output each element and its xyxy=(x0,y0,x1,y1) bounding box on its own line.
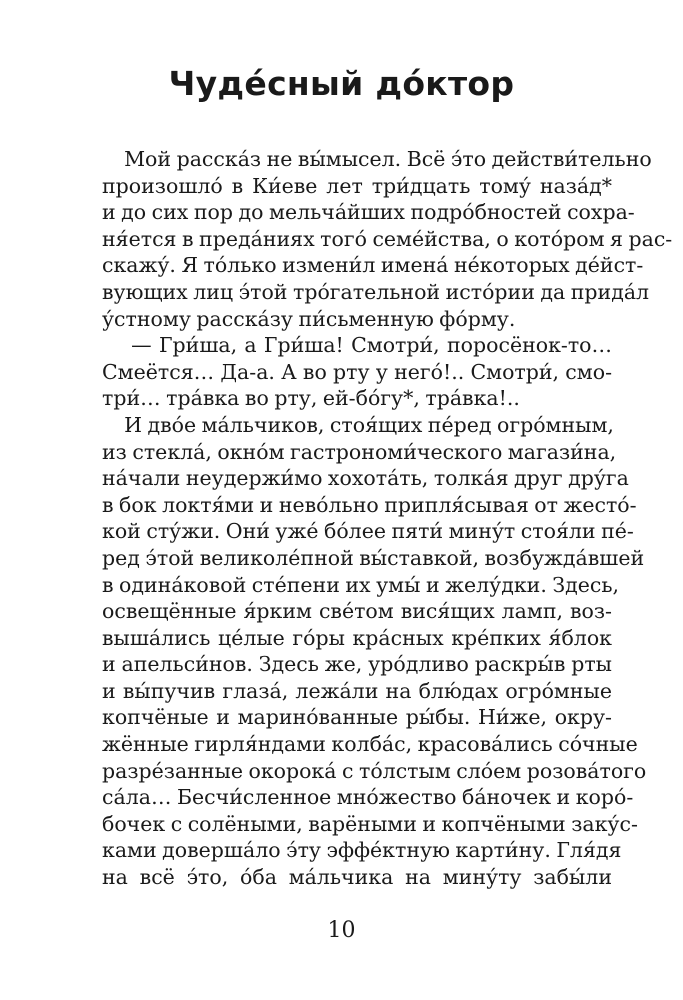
text-line: разре́занные окорока́ с то́лстым сло́ем розова́того xyxy=(102,758,647,783)
text-line: в бок локтя́ми и нево́льно припля́сывая от жесто́- xyxy=(102,492,637,517)
text-line: выша́лись це́лые го́ры кра́сных кре́пких я́блок xyxy=(102,625,612,650)
text-line: И дво́е ма́льчиков, стоя́щих пе́ред огро́мным, xyxy=(102,412,614,437)
page-number: 10 xyxy=(327,918,356,943)
text-line: вующих лиц э́той тро́гательной исто́рии да прида́л xyxy=(102,279,650,304)
text-line: три́… тра́вка во рту, ей-бо́гу*, тра́вка!.. xyxy=(102,386,520,411)
text-line: скажу́. Я то́лько измени́л имена́ не́которых де́йст- xyxy=(102,253,644,278)
text-line: ками доверша́ло э́ту эффе́ктную карти́ну. Гля́дя xyxy=(102,838,622,863)
text-line: и до сих пор до мельча́йших подро́бностей сохра- xyxy=(102,200,635,225)
text-line: из стекла́, окно́м гастрономи́ческого магази́на, xyxy=(102,439,617,464)
text-line: — Гри́ша, а Гри́ша! Смотри́, поросёнок-то… xyxy=(102,333,612,358)
text-line: Мой расска́з не вы́мысел. Всё э́то действи́тельно xyxy=(102,147,652,171)
text-line: и апельси́нов. Здесь же, уро́дливо раскры́в рты xyxy=(102,652,612,677)
text-line: на́чали неудержи́мо хохота́ть, толка́я друг дру́га xyxy=(102,466,629,491)
text-line: в одина́ковой сте́пени их умы́ и желу́дки. Здесь, xyxy=(102,572,620,597)
text-line: освещённые я́рким све́том вися́щих ламп, воз- xyxy=(102,599,612,624)
text-line: бочек с солёными, варёными и копчёными заку́с- xyxy=(102,811,638,836)
text-line: ня́ется в преда́ниях того́ семе́йства, о кото́ром я рас- xyxy=(102,226,673,251)
chapter-title: Чуде́сный до́ктор xyxy=(168,64,515,103)
text-line: жённые гирля́ндами колба́с, красова́лись со́чные xyxy=(102,732,638,757)
text-line: са́ла… Бесчи́сленное мно́жество ба́ночек и коро́- xyxy=(102,785,634,810)
text-line: кой сту́жи. Они́ уже́ бо́лее пяти́ мину́т стоя́ли пе́- xyxy=(102,519,634,544)
text-line: Смеётся… Да-а. А во рту у него́!.. Смотри́, смо- xyxy=(102,359,612,384)
body-text xyxy=(102,146,673,891)
text-line: копчёные и марино́ванные ры́бы. Ни́же, окру- xyxy=(102,705,612,730)
text-line: произошло́ в Ки́еве лет три́дцать тому́ наза́д* xyxy=(102,173,612,198)
text-line: ред э́той великоле́пной вы́ставкой, возбужда́вшей xyxy=(102,545,645,570)
text-line: на всё э́то, о́ба ма́льчика на мину́ту забы́ли xyxy=(102,865,612,890)
text-line: у́стному расска́зу пи́сьменную фо́рму. xyxy=(102,306,516,331)
text-line: и вы́пучив глаза́, лежа́ли на блю́дах огро́мные xyxy=(102,678,612,703)
